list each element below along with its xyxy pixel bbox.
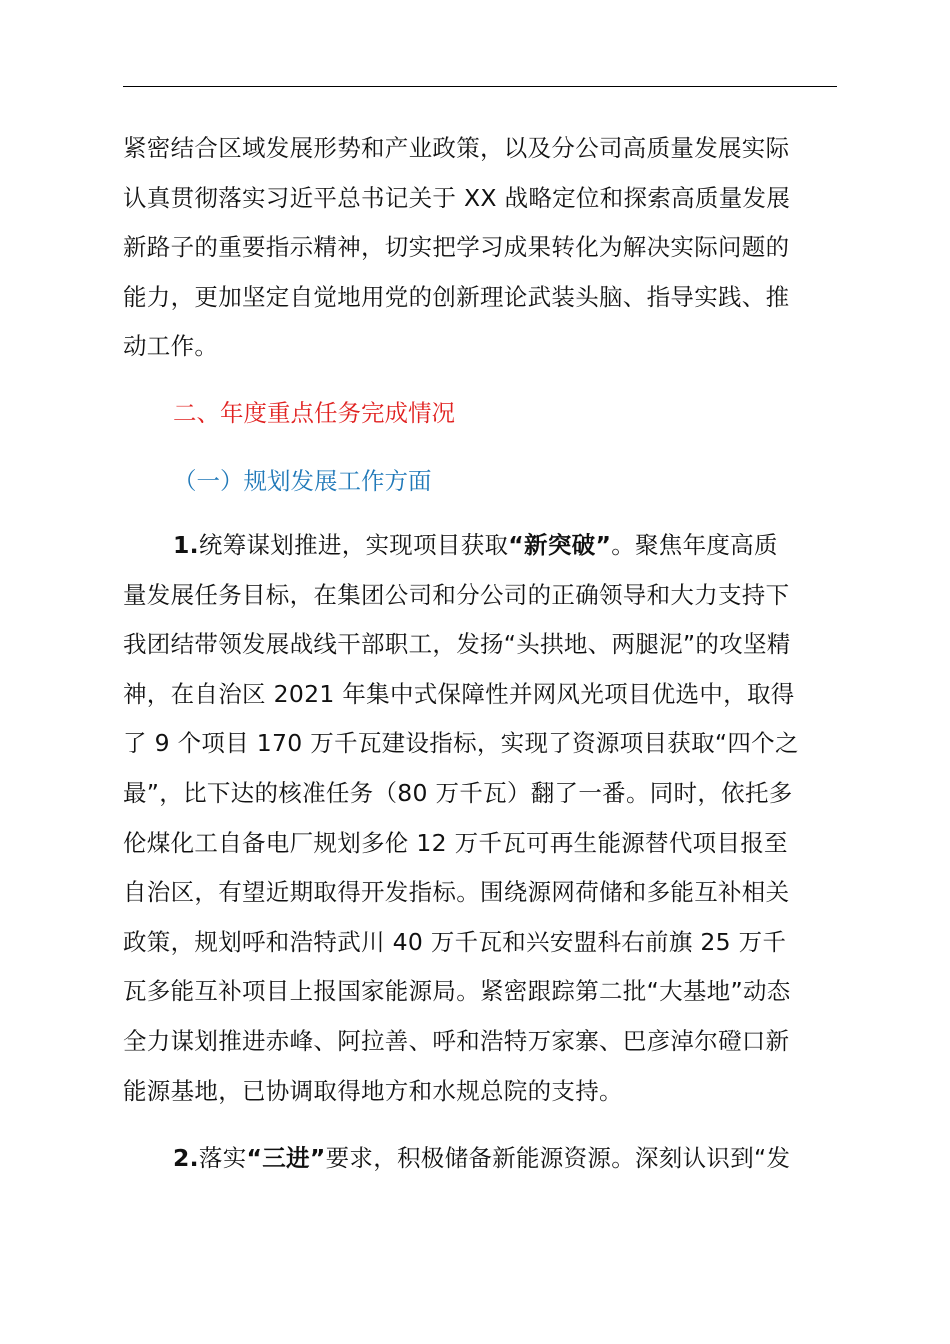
item-1-line: 自治区，有望近期取得开发指标。围绕源网荷储和多能互补相关 (123, 878, 790, 907)
item-1-line: 我团结带领发展战线干部职工，发扬“头拱地、两腿泥”的攻坚精 (123, 630, 791, 659)
item-1-line: 瓦多能互补项目上报国家能源局。紧密跟踪第二批“大基地”动态 (123, 977, 791, 1006)
intro-line: 新路子的重要指示精神，切实把学习成果转化为解决实际问题的 (123, 233, 790, 262)
item-2-number: 2. (173, 1144, 199, 1172)
item-1-line: 全力谋划推进赤峰、阿拉善、呼和浩特万家寨、巴彦淖尔磴口新 (123, 1026, 790, 1055)
item-2-lead-text: 落实 (198, 1144, 247, 1172)
item-1-lead-text: 统筹谋划推进，实现项目获取 (198, 531, 509, 559)
item-1-line: 伦煤化工自备电厂规划多伦 12 万千瓦可再生能源替代项目报至 (123, 828, 788, 857)
section-heading: 二、年度重点任务完成情况 (173, 399, 455, 427)
item-2-lead-rest: 要求，积极储备新能源资源。深刻认识到“发 (325, 1144, 791, 1172)
item-1-lead-rest: 。聚焦年度高质 (611, 531, 778, 559)
intro-line: 紧密结合区域发展形势和产业政策，以及分公司高质量发展实际 (123, 134, 790, 162)
item-2-lead (123, 1134, 837, 1184)
item-1-line: 最”，比下达的核准任务（80 万千瓦）翻了一番。同时，依托多 (123, 778, 793, 807)
intro-line: 认真贯彻落实习近平总书记关于 XX 战略定位和探索高质量发展 (123, 183, 791, 212)
item-1-number: 1. (173, 531, 199, 559)
item-1-line: 神，在自治区 2021 年集中式保障性并网风光项目优选中，取得 (123, 679, 795, 708)
intro-paragraph (123, 124, 837, 372)
item-1-line: 了 9 个项目 170 万千瓦建设指标，实现了资源项目获取“四个之 (123, 729, 799, 758)
item-1-paragraph (123, 521, 837, 1116)
subsection-heading: （一）规划发展工作方面 (173, 467, 432, 495)
intro-line: 能力，更加坚定自觉地用党的创新理论武装头脑、指导实践、推 (123, 282, 790, 311)
item-1-lead (123, 521, 837, 571)
item-2-lead-quote: “三进” (246, 1144, 326, 1172)
item-1-lead-quote: “新突破” (508, 531, 612, 559)
item-1-line: 能源基地，已协调取得地方和水规总院的支持。 (123, 1076, 623, 1105)
item-1-line: 政策，规划呼和浩特武川 40 万千瓦和兴安盟科右前旗 25 万千 (123, 927, 787, 956)
header-rule (123, 86, 837, 87)
item-1-line: 量发展任务目标，在集团公司和分公司的正确领导和大力支持下 (123, 580, 790, 609)
item-2-paragraph (123, 1134, 837, 1184)
intro-line: 动工作。 (123, 332, 219, 361)
